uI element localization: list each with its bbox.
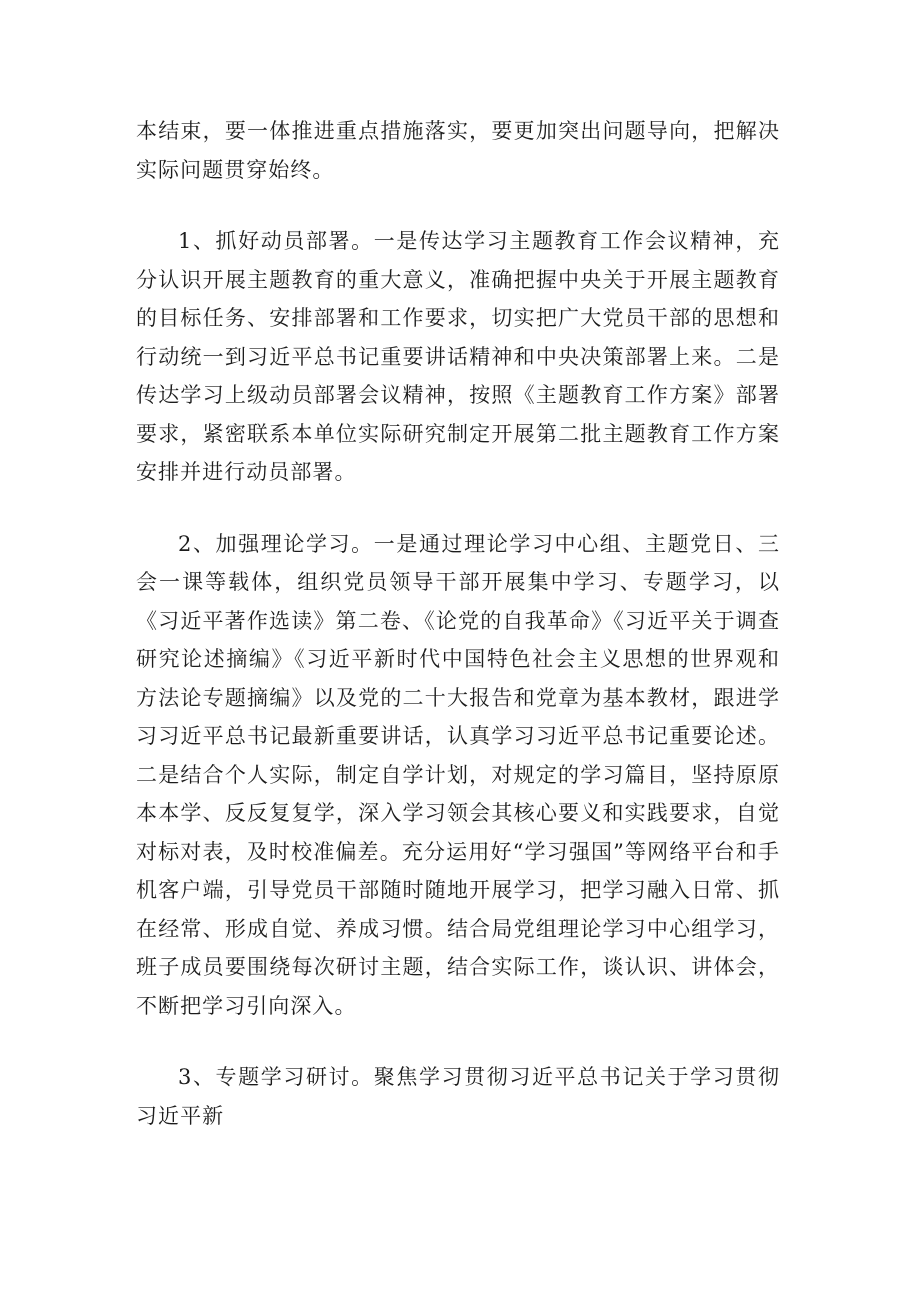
paragraph-item-3: 3、专题学习研讨。聚焦学习贯彻习近平总书记关于学习贯彻习近平新 — [136, 1065, 780, 1128]
paragraph-item-1: 1、抓好动员部署。一是传达学习主题教育工作会议精神，充分认识开展主题教育的重大意义，准确把握中央关于开展主题教育的目标任务、安排部署和工作要求，切实把广大党员干部的思想和行动统一到习近平总书记重要讲话精神和中央决策部署上来。二是传达学习上级动员部署会议精神，按照《主题教育工作方案》部署要求，紧密联系本单位实际研究制定开展第二批主题教育工作方案安排并进行动员部署。 — [136, 229, 780, 484]
document-body — [136, 112, 780, 1168]
paragraph-item-2: 2、加强理论学习。一是通过理论学习中心组、主题党日、三会一课等载体，组织党员领导干部开展集中学习、专题学习，以《习近平著作选读》第二卷、《论党的自我革命》《习近平关于调查研究论述摘编》《习近平新时代中国特色社会主义思想的世界观和方法论专题摘编》以及党的二十大报告和党章为基本教材，跟进学习习近平总书记最新重要讲话，认真学习习近平总书记重要论述。二是结合个人实际，制定自学计划，对规定的学习篇目，坚持原原本本学、反反复复学，深入学习领会其核心要义和实践要求，自觉对标对表，及时校准偏差。充分运用好“学习强国”等网络平台和手机客户端，引导党员干部随时随地开展学习，把学习融入日常、抓在经常、形成自觉、养成习惯。结合局党组理论学习中心组学习，班子成员要围绕每次研讨主题，结合实际工作，谈认识、讲体会，不断把学习引向深入。 — [136, 531, 780, 1018]
paragraph-continuation: 本结束，要一体推进重点措施落实，要更加突出问题导向，把解决实际问题贯穿始终。 — [136, 119, 780, 182]
